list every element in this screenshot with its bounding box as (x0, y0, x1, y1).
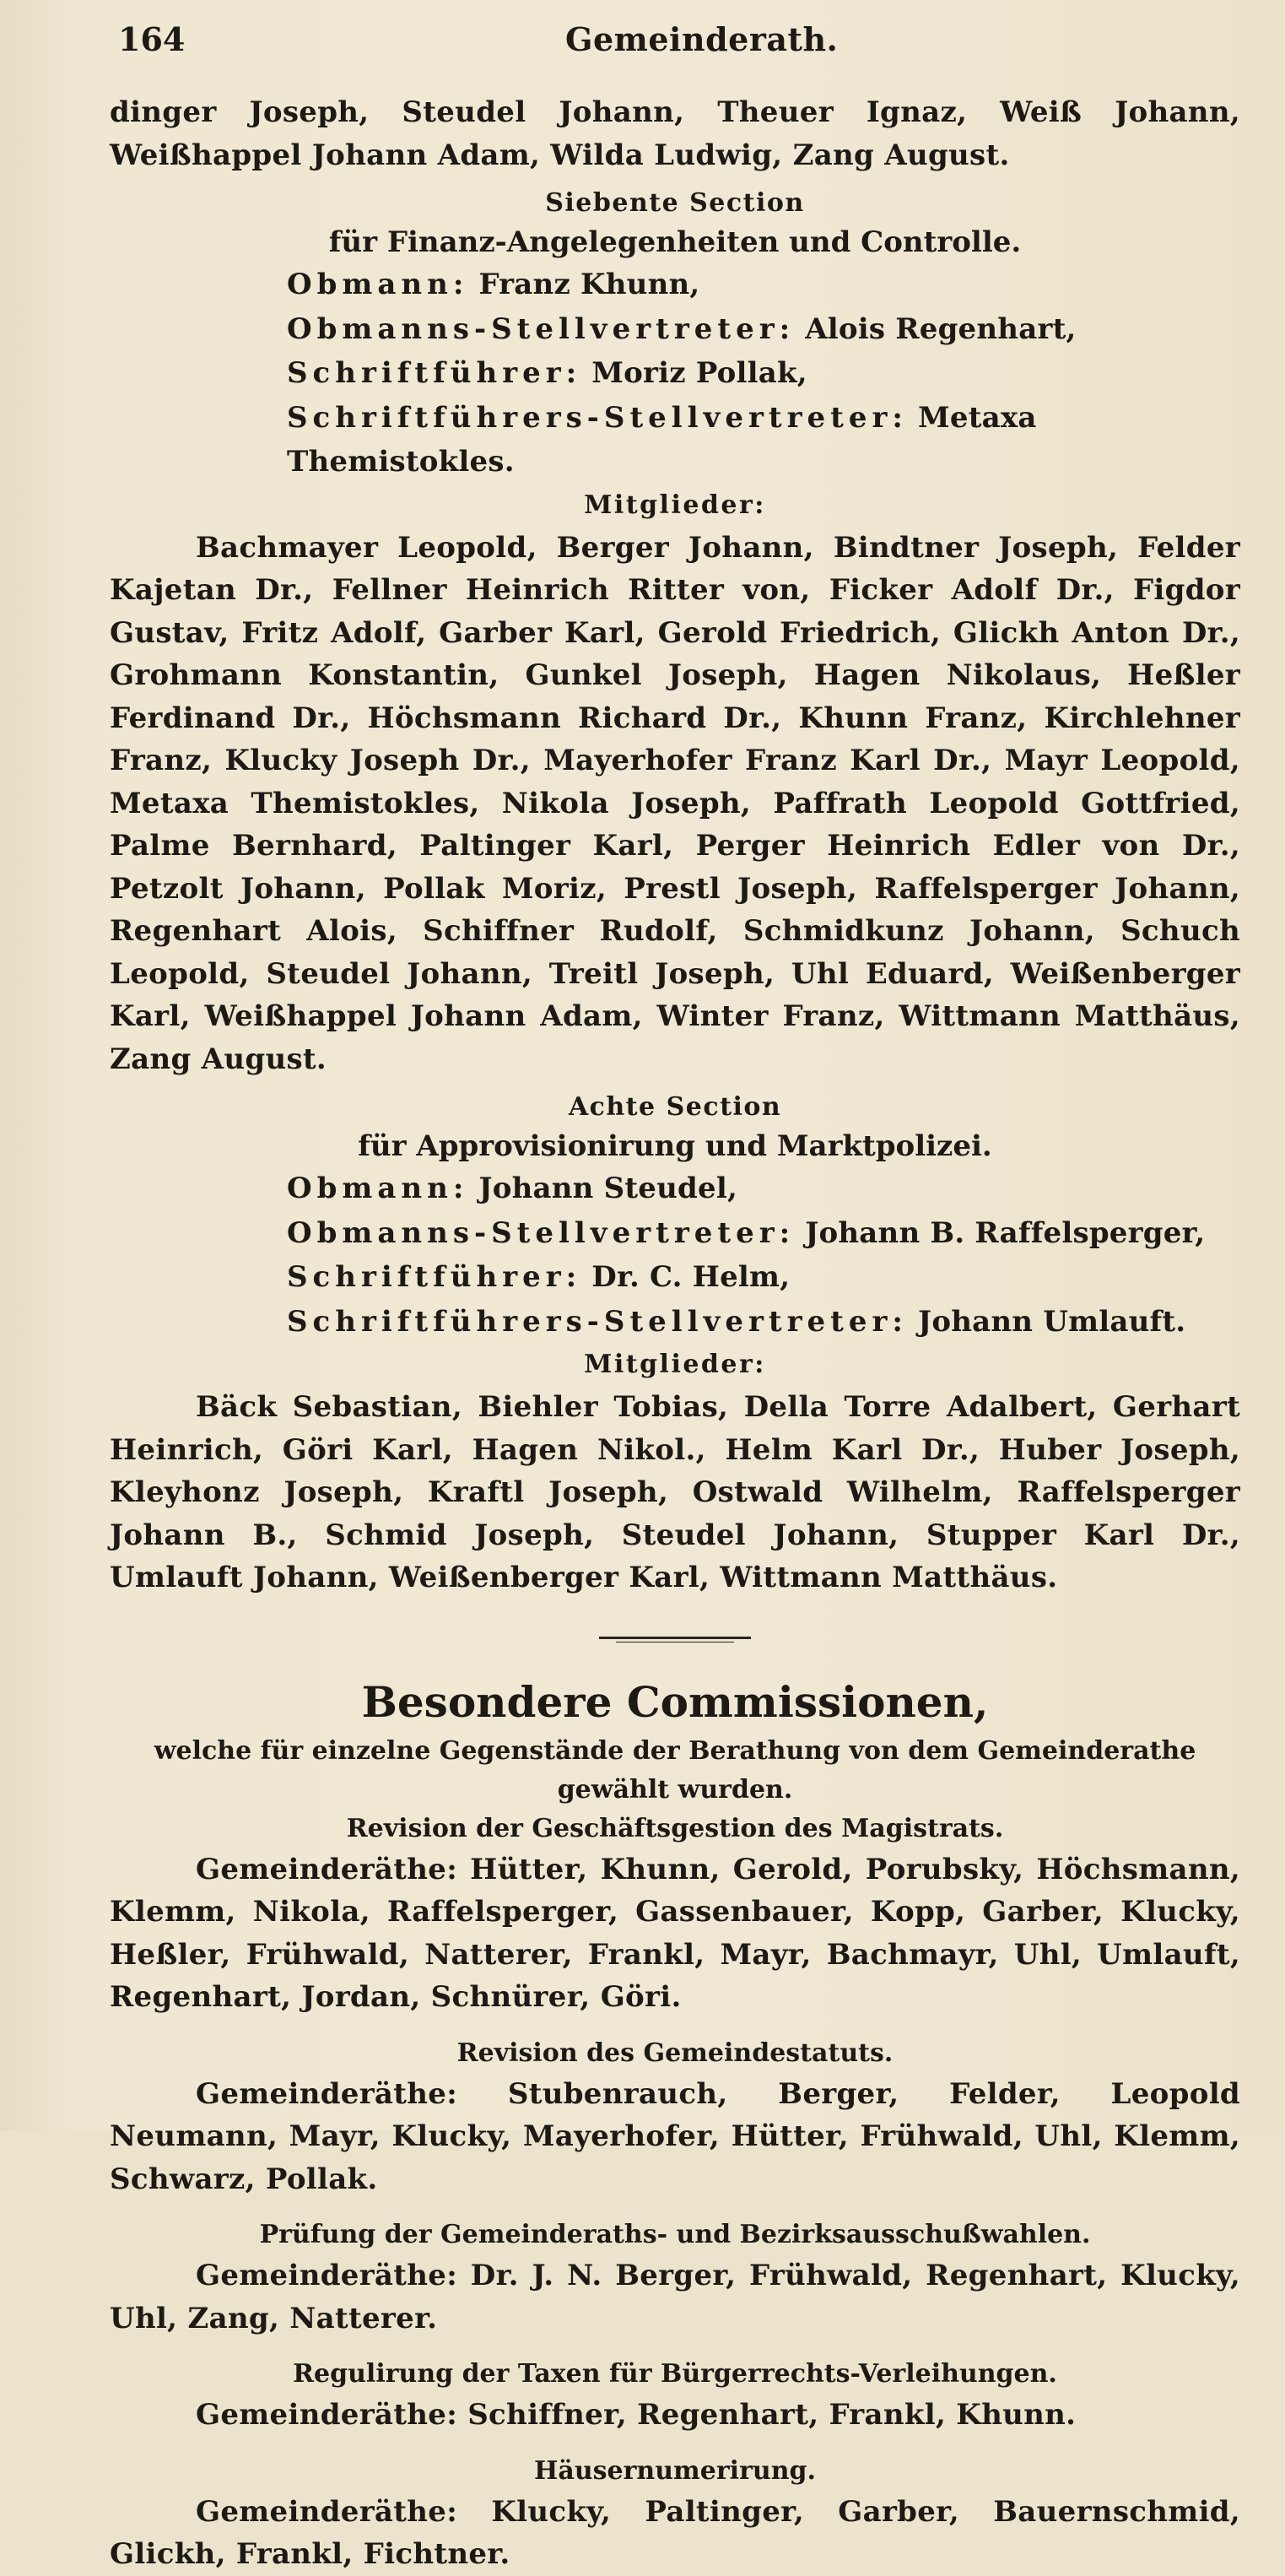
officer-line (110, 262, 1240, 307)
commissions-title: Besondere Commissionen, (361, 1676, 989, 1727)
officer-role: Schriftführer: (287, 1260, 582, 1294)
officer-line (110, 396, 1240, 484)
officer-line (110, 307, 1240, 352)
commission-members: Gemeinderäthe: Hütter, Khunn, Gerold, Porubsky, Höchsmann, Klemm, Nikola, Raffelsperger, Gassenbauer, Kopp, Garber, Klucky, Heßler, Frühwald, Natterer, Frankl, Mayr, Bachmayr, Uhl, Umlauft, Regenhart, Jordan, Schnürer, Göri. (110, 1852, 1240, 2014)
officer-role: Schriftführers-Stellvertreter: (287, 1304, 908, 1339)
officer-role: Obmann: (287, 268, 469, 301)
section-eight (110, 1089, 1240, 1599)
running-head: Gemeinderath. (565, 20, 839, 58)
section-subtitle: für Approvisionirung und Marktpolizei. (358, 1129, 992, 1163)
section-subtitle: für Finanz-Angelegenheiten und Controlle. (328, 225, 1022, 259)
officer-role: Schriftführers-Stellvertreter: (287, 400, 908, 435)
special-commissions (110, 1673, 1240, 2576)
commission-members: Gemeinderäthe: Dr. J. N. Berger, Frühwald, Regenhart, Klucky, Uhl, Zang, Natterer. (110, 2259, 1240, 2335)
officer-name: Johann Umlauft. (918, 1304, 1186, 1339)
officer-name: Alois Regenhart, (805, 311, 1077, 346)
officer-role: Obmanns-Stellvertreter: (287, 1215, 796, 1250)
members-title: Mitglieder: (584, 1350, 766, 1379)
officer-line (110, 1255, 1240, 1300)
commission-title: Regulirung der Taxen für Bürgerrechts-Verleihungen. (293, 2359, 1057, 2389)
members-paragraph: Bachmayer Leopold, Berger Johann, Bindtner Joseph, Felder Kajetan Dr., Fellner Heinrich Ritter von, Ficker Adolf Dr., Figdor Gustav, Fritz Adolf, Garber Karl, Gerold Friedrich, Glickh Anton Dr., Grohmann Konstantin, Gunkel Joseph, Hagen Nikolaus, Heßler Ferdinand Dr., Höchsmann Richard Dr., Khunn Franz, Kirchlehner Franz, Klucky Joseph Dr., Mayerhofer Franz Karl Dr., Mayr Leopold, Metaxa Themistokles, Nikola Joseph, Paffrath Leopold Gottfried, Palme Bernhard, Paltinger Karl, Perger Heinrich Edler von Dr., Petzolt Johann, Pollak Moriz, Prestl Joseph, Raffelsperger Johann, Regenhart Alois, Schiffner Rudolf, Schmidkunz Johann, Schuch Leopold, Steudel Johann, Treitl Joseph, Uhl Eduard, Weißenberger Karl, Weißhappel Johann Adam, Winter Franz, Wittmann Matthäus, Zang August. (110, 530, 1240, 1076)
officer-role: Schriftführer: (287, 356, 582, 390)
officer-name: Johann Steudel, (478, 1172, 737, 1205)
commission-members: Gemeinderäthe: Stubenrauch, Berger, Felder, Leopold Neumann, Mayr, Klucky, Mayerhofer, Hütter, Frühwald, Uhl, Klemm, Schwarz, Pollak. (110, 2076, 1240, 2196)
page-header (110, 12, 1240, 62)
commission-members: Gemeinderäthe: Schiffner, Regenhart, Frankl, Khunn. (196, 2398, 1077, 2432)
officer-name: Dr. C. Helm, (591, 1260, 791, 1294)
officer-name: Metaxa Themistokles. (287, 400, 1037, 479)
commissions-subtitle: welche für einzelne Gegenstände der Berathung von dem Gemeinderathe gewählt wurden. (154, 1735, 1196, 1805)
commission-title: Revision des Gemeindestatuts. (456, 2038, 894, 2068)
page-content (110, 91, 1240, 2576)
section-divider (599, 1637, 751, 1639)
members-paragraph: Bäck Sebastian, Biehler Tobias, Della Torre Adalbert, Gerhart Heinrich, Göri Karl, Hagen Nikol., Helm Karl Dr., Huber Joseph, Kleyhonz Joseph, Kraftl Joseph, Ostwald Wilhelm, Raffelsperger Johann B., Schmid Joseph, Steudel Johann, Stupper Karl Dr., Umlauft Johann, Weißenberger Karl, Wittmann Matthäus. (110, 1390, 1240, 1594)
commission-title: Häusernumerirung. (534, 2455, 816, 2486)
commission-title: Prüfung der Gemeinderaths- und Bezirksausschußwahlen. (259, 2220, 1091, 2249)
officer-name: Moriz Pollak, (591, 356, 807, 390)
officer-line (110, 351, 1240, 396)
page-number: 164 (118, 20, 186, 58)
officer-name: Franz Khunn, (478, 268, 700, 301)
carryover-paragraph: dinger Joseph, Steudel Johann, Theuer Ignaz, Weiß Johann, Weißhappel Johann Adam, Wilda Ludwig, Zang August. (110, 95, 1240, 172)
commission-members: Gemeinderäthe: Klucky, Paltinger, Garber, Bauernschmid, Glickh, Frankl, Fichtner. (110, 2494, 1240, 2571)
section-title: Achte Section (568, 1092, 782, 1122)
officer-line (110, 1300, 1240, 1345)
section-title: Siebente Section (545, 188, 805, 218)
officer-name: Johann B. Raffelsperger, (805, 1215, 1206, 1250)
officer-line (110, 1211, 1240, 1256)
officer-line (110, 1166, 1240, 1211)
officer-role: Obmanns-Stellvertreter: (287, 311, 796, 346)
officer-role: Obmann: (287, 1172, 469, 1205)
commission-title: Revision der Geschäftsgestion des Magistrats. (346, 1813, 1004, 1843)
section-seven (110, 185, 1240, 1080)
members-title: Mitglieder: (584, 490, 766, 520)
